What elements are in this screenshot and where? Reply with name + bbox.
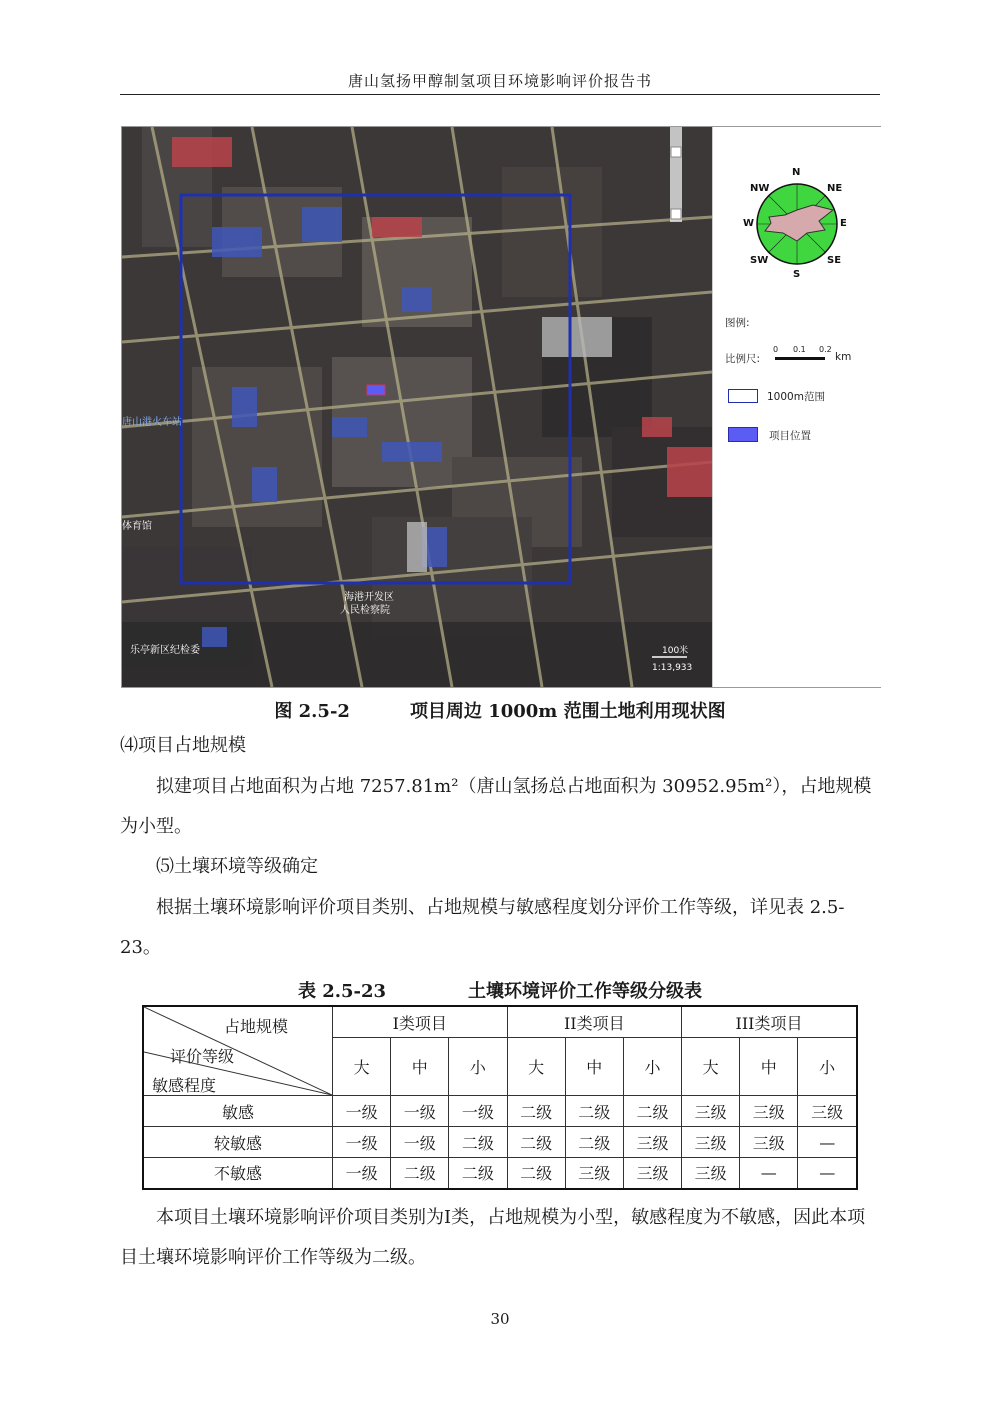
grade-paragraph: 根据土壤环境影响评价项目类别、占地规模与敏感程度划分评价工作等级，详见表 2.5-23。 [120, 897, 845, 958]
group-header-iii: III类项目 [682, 1006, 857, 1038]
land-use-figure [121, 126, 881, 688]
size-header: 大 [682, 1038, 740, 1096]
legend-range-label: 1000m范围 [767, 391, 825, 403]
size-header: 小 [623, 1038, 681, 1096]
map-scale-ratio: 1:13,933 [652, 663, 693, 673]
document-header: 唐山氢扬甲醇制氢项目环境影响评价报告书 [347, 72, 652, 90]
compass-ne: NE [827, 183, 843, 194]
soil-grade-table [142, 1005, 858, 1190]
table-row [143, 1158, 857, 1189]
scale-tick-2: 0.2 [819, 345, 832, 354]
grade-cell: 三级 [740, 1127, 798, 1158]
map-legend [712, 127, 881, 687]
grade-cell: — [740, 1158, 798, 1189]
diag-label-sensitivity: 敏感程度 [152, 1076, 217, 1095]
map-label-gym: 体育馆 [122, 521, 152, 532]
wind-rose [713, 127, 881, 287]
size-header: 中 [565, 1038, 623, 1096]
grade-cell: 二级 [623, 1096, 681, 1127]
size-header: 大 [333, 1038, 391, 1096]
map-label-procuratorate-1: 海港开发区 [344, 592, 394, 603]
grade-cell: 三级 [565, 1158, 623, 1189]
grade-heading: ⑸土壤环境等级确定 [156, 856, 318, 877]
compass-w: W [743, 218, 755, 229]
size-header: 小 [449, 1038, 507, 1096]
legend-site-swatch [728, 427, 758, 442]
size-header: 中 [740, 1038, 798, 1096]
compass-n: N [792, 167, 801, 178]
satellite-map [122, 127, 712, 687]
legend-range-swatch [728, 389, 758, 403]
compass-se: SE [827, 255, 842, 266]
map-label-commission: 乐亭新区纪检委 [130, 645, 200, 656]
table-row [143, 1127, 857, 1158]
legend-site-label: 项目位置 [769, 430, 811, 442]
compass-sw: SW [750, 255, 769, 266]
grade-cell: 二级 [449, 1127, 507, 1158]
size-header: 小 [798, 1038, 857, 1096]
figure-caption [120, 697, 880, 723]
grade-cell: 三级 [682, 1158, 740, 1189]
row-label: 较敏感 [143, 1127, 333, 1158]
legend-scale-label: 比例尺: [725, 353, 761, 365]
diag-label-footprint: 占地规模 [224, 1017, 289, 1036]
grade-cell: 三级 [798, 1096, 857, 1127]
size-header: 中 [391, 1038, 449, 1096]
grade-cell: 一级 [333, 1127, 391, 1158]
group-header-ii: II类项目 [507, 1006, 682, 1038]
legend-scale-unit: km [835, 351, 852, 363]
figure-caption-text: 项目周边 1000m 范围土地利用现状图 [409, 701, 726, 722]
table-title-text: 土壤环境评价工作等级分级表 [468, 981, 703, 1002]
grade-cell: 三级 [623, 1127, 681, 1158]
compass-s: S [793, 269, 801, 280]
table-title [120, 977, 880, 1003]
scale-tick-1: 0.1 [793, 345, 806, 354]
grade-cell: 三级 [740, 1096, 798, 1127]
grade-cell: — [798, 1127, 857, 1158]
map-scale-mark: 100米 [662, 646, 689, 656]
table-row [143, 1096, 857, 1127]
map-label-station: 唐山港火车站 [122, 417, 182, 428]
grade-cell: 二级 [449, 1158, 507, 1189]
table-diagonal-header [143, 1006, 333, 1096]
size-header: 大 [507, 1038, 565, 1096]
map-label-procuratorate-2: 人民检察院 [340, 605, 390, 616]
grade-cell: 二级 [565, 1096, 623, 1127]
grade-cell: 三级 [682, 1127, 740, 1158]
row-label: 不敏感 [143, 1158, 333, 1189]
diag-label-grade: 评价等级 [170, 1047, 235, 1066]
row-label: 敏感 [143, 1096, 333, 1127]
grade-cell: 一级 [391, 1127, 449, 1158]
scale-heading: ⑷项目占地规模 [120, 735, 246, 756]
scale-paragraph: 拟建项目占地面积为占地 7257.81m²（唐山氢扬总占地面积为 30952.95m²），占地规模为小型。 [120, 776, 872, 837]
compass-e: E [840, 218, 847, 229]
grade-cell: 二级 [391, 1158, 449, 1189]
page-number: 30 [490, 1310, 510, 1328]
figure-caption-number: 图 2.5-2 [274, 701, 350, 722]
grade-cell: 二级 [507, 1158, 565, 1189]
conclusion-paragraph: 本项目土壤环境影响评价项目类别为I类，占地规模为小型，敏感程度为不敏感，因此本项目土壤环境影响评价工作等级为二级。 [120, 1207, 866, 1268]
scale-tick-0: 0 [773, 345, 779, 354]
grade-cell: 一级 [449, 1096, 507, 1127]
table-title-number: 表 2.5-23 [297, 981, 387, 1002]
grade-cell: 一级 [391, 1096, 449, 1127]
compass-nw: NW [750, 183, 770, 194]
grade-cell: 二级 [507, 1096, 565, 1127]
map-overlay [122, 127, 712, 687]
grade-cell: 二级 [507, 1127, 565, 1158]
grade-cell: 一级 [333, 1096, 391, 1127]
grade-cell: 三级 [623, 1158, 681, 1189]
legend-scale-bar [775, 357, 825, 360]
legend-title: 图例: [725, 317, 750, 329]
group-header-i: I类项目 [333, 1006, 508, 1038]
grade-cell: — [798, 1158, 857, 1189]
grade-cell: 三级 [682, 1096, 740, 1127]
grade-cell: 一级 [333, 1158, 391, 1189]
grade-cell: 二级 [565, 1127, 623, 1158]
header-divider [120, 94, 880, 95]
